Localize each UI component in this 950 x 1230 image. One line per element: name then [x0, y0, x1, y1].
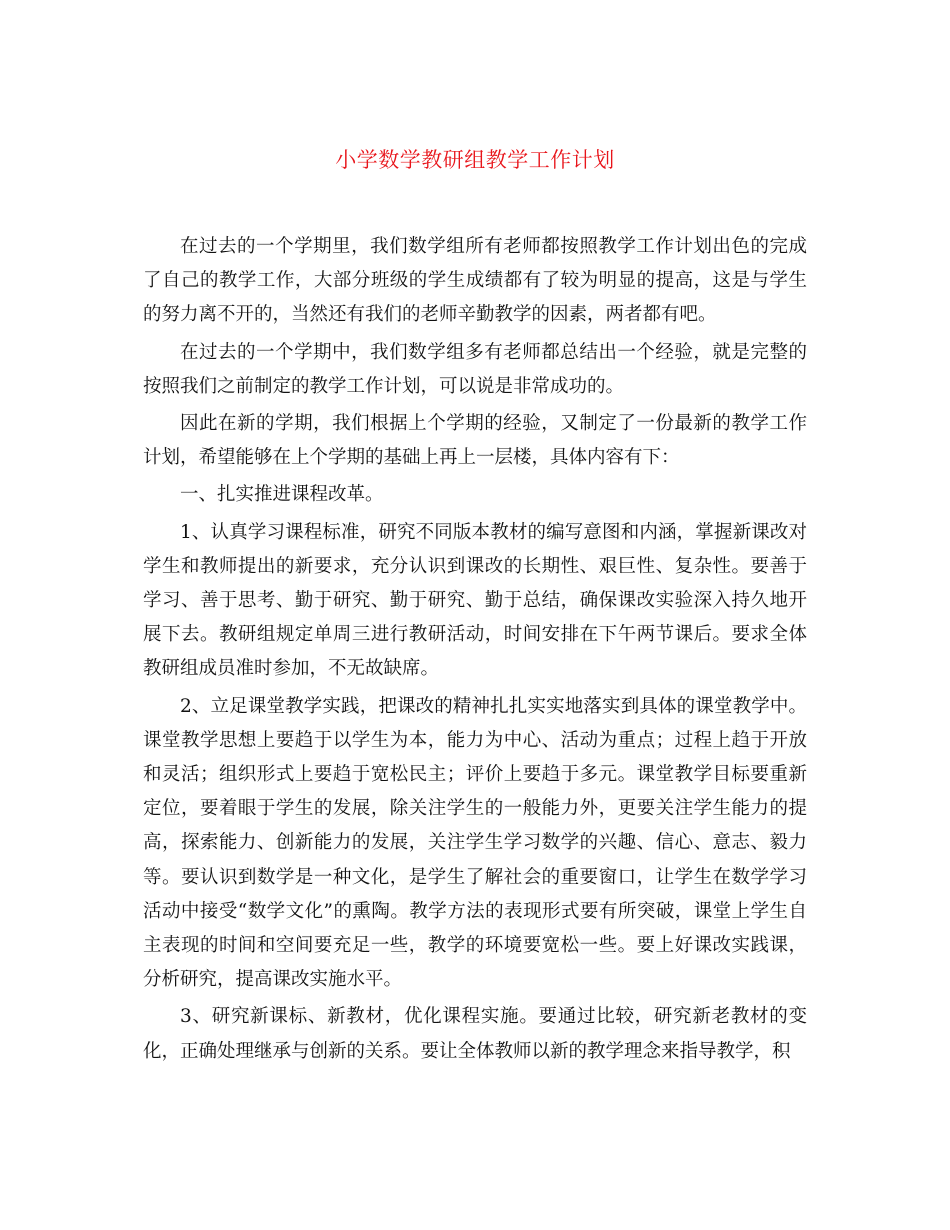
paragraph-item-1: 1、认真学习课程标准，研究不同版本教材的编写意图和内涵，掌握新课改对学生和教师提出的新要求，充分认识到课改的长期性、艰巨性、复杂性。要善于学习、善于思考、勤于研究、勤于研究、勤于总结，确保课改实验深入持久地开展下去。教研组规定单周三进行教研活动，时间安排在下午两节课后。要求全体教研组成员准时参加，不无故缺席。: [143, 521, 807, 680]
paragraph-item-2: 2、立足课堂教学实践，把课改的精神扎扎实实地落实到具体的课堂教学中。课堂教学思想上要趋于以学生为本，能力为中心、活动为重点；过程上趋于开放和灵活；组织形式上要趋于宽松民主；评价上要趋于多元。课堂教学目标要重新定位，要着眼于学生的发展，除关注学生的一般能力外，更要关注学生能力的提高，探索能力、创新能力的发展，关注学生学习数学的兴趣、信心、意志、毅力等。要认识到数学是一种文化，是学生了解社会的重要窗口，让学生在数学学习活动中接受“数学文化”的熏陶。教学方法的表现形式要有所突破，课堂上学生自主表现的时间和空间要充足一些，教学的环境要宽松一些。要上好课改实践课，分析研究，提高课改实施水平。: [143, 695, 807, 991]
document-body: [143, 230, 807, 1072]
paragraph-experience: 在过去的一个学期中，我们数学组多有老师都总结出一个经验，就是完整的按照我们之前制定的教学工作计划，可以说是非常成功的。: [143, 341, 807, 397]
paragraph-item-3: 3、研究新课标、新教材，优化课程实施。要通过比较，研究新老教材的变化，正确处理继承与创新的关系。要让全体教师以新的教学理念来指导教学，积: [143, 1006, 807, 1062]
paragraph-intro: 在过去的一个学期里，我们数学组所有老师都按照教学工作计划出色的完成了自己的教学工作，大部分班级的学生成绩都有了较为明显的提高，这是与学生的努力离不开的，当然还有我们的老师辛勤教学的因素，两者都有吧。: [143, 236, 807, 326]
document-title: 小学数学教研组教学工作计划: [335, 148, 615, 172]
section-heading-curriculum-reform: 一、扎实推进课程改革。: [180, 484, 384, 506]
paragraph-new-plan: 因此在新的学期，我们根据上个学期的经验，又制定了一份最新的教学工作计划，希望能够在上个学期的基础上再上一层楼，具体内容有下：: [143, 413, 807, 469]
